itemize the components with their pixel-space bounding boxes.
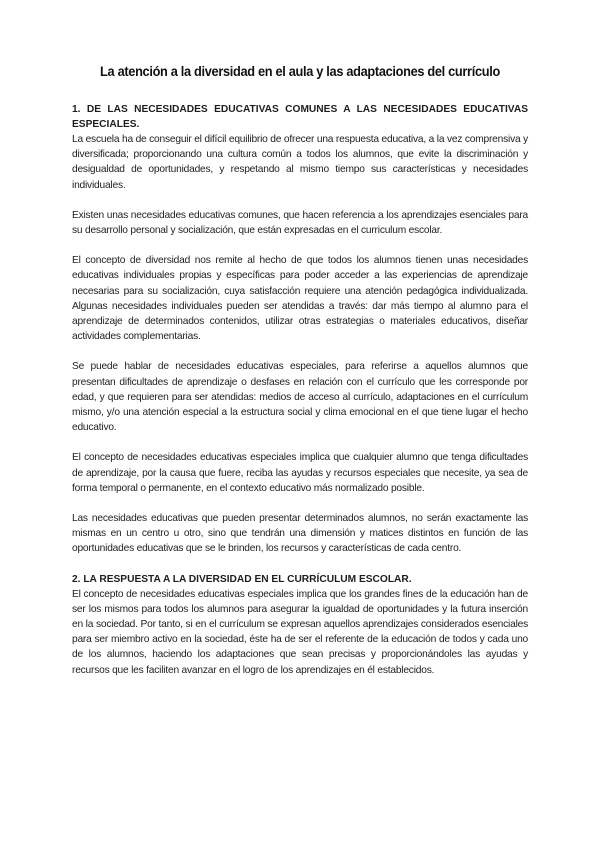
section-1-paragraph: El concepto de necesidades educativas especiales implica que cualquier alumno que tenga dificultades de aprendizaje, por la causa que fuere, reciba las ayudas y recursos especiales que necesite, ya sea de forma temporal o permanente, en el contexto educativo más normalizado posible. xyxy=(72,452,528,494)
document-page xyxy=(72,64,528,693)
section-2-heading: 2. LA RESPUESTA A LA DIVERSIDAD EN EL CURRÍCULUM ESCOLAR. xyxy=(72,573,412,585)
document-title: La atención a la diversidad en el aula y las adaptaciones del currículo xyxy=(100,64,500,80)
section-1-paragraph: El concepto de diversidad nos remite al hecho de que todos los alumnos tienen unas necesidades educativas individuales propias y específicas para poder acceder a las experiencias de aprendizaje necesarias para su socialización, cuya satisfacción requiere una atención pedagógica individualizada. Algunas necesidades individuales pueden ser atendidas a través: dar más tiempo al alumno para el aprendizaje de determinados contenidos, utilizar otras estrategias o materiales educativos, diseñar actividades complementarias. xyxy=(72,255,528,343)
section-2-paragraph: El concepto de necesidades educativas especiales implica que los grandes fines de la educación han de ser los mismos para todos los alumnos para asegurar la igualdad de oportunidades y la futura inserción en la sociedad. Por tanto, si en el currículum se expresan aquellos aprendizajes considerados esenciales para ser miembro activo en la sociedad, éste ha de ser el referente de la educación de todos y cada uno de los alumnos, haciendo los adaptaciones que sean precisas y proporcionándoles las ayudas y recursos que les faciliten avanzar en el logro de los aprendizajes en él establecidos. xyxy=(72,588,528,676)
section-1-paragraph: Se puede hablar de necesidades educativas especiales, para referirse a aquellos alumnos que presentan dificultades de aprendizaje o desfases en relación con el currículo que les corresponde por edad, y que requieren para ser atendidas: medios de acceso al currículo, adaptaciones en el currículum mismo, y/o una atención especial a la estructura social y clima emocional en el que tiene lugar el hecho educativo. xyxy=(72,361,528,434)
section-1-paragraph: La escuela ha de conseguir el difícil equilibrio de ofrecer una respuesta educativa, a la vez comprensiva y diversificada; proporcionando una cultura común a todos los alumnos, que evite la discriminación y desigualdad de oportunidades, y respetando al mismo tiempo sus características y necesidades individuales. xyxy=(72,134,528,191)
section-1-paragraph: Existen unas necesidades educativas comunes, que hacen referencia a los aprendizajes esenciales para su desarrollo personal y socialización, que están expresadas en el curriculum escolar. xyxy=(72,209,528,237)
section-1-paragraph: Las necesidades educativas que pueden presentar determinados alumnos, no serán exactamente las mismas en un centro u otro, sino que tendrán una dimensión y matices distintos en función de las oportunidades educativas que se le brinden, los recursos y características de cada centro. xyxy=(72,513,528,555)
section-1-heading: 1. DE LAS NECESIDADES EDUCATIVAS COMUNES A LAS NECESIDADES EDUCATIVAS ESPECIALES. xyxy=(72,104,528,130)
section-2 xyxy=(72,572,528,678)
section-1 xyxy=(72,102,528,557)
